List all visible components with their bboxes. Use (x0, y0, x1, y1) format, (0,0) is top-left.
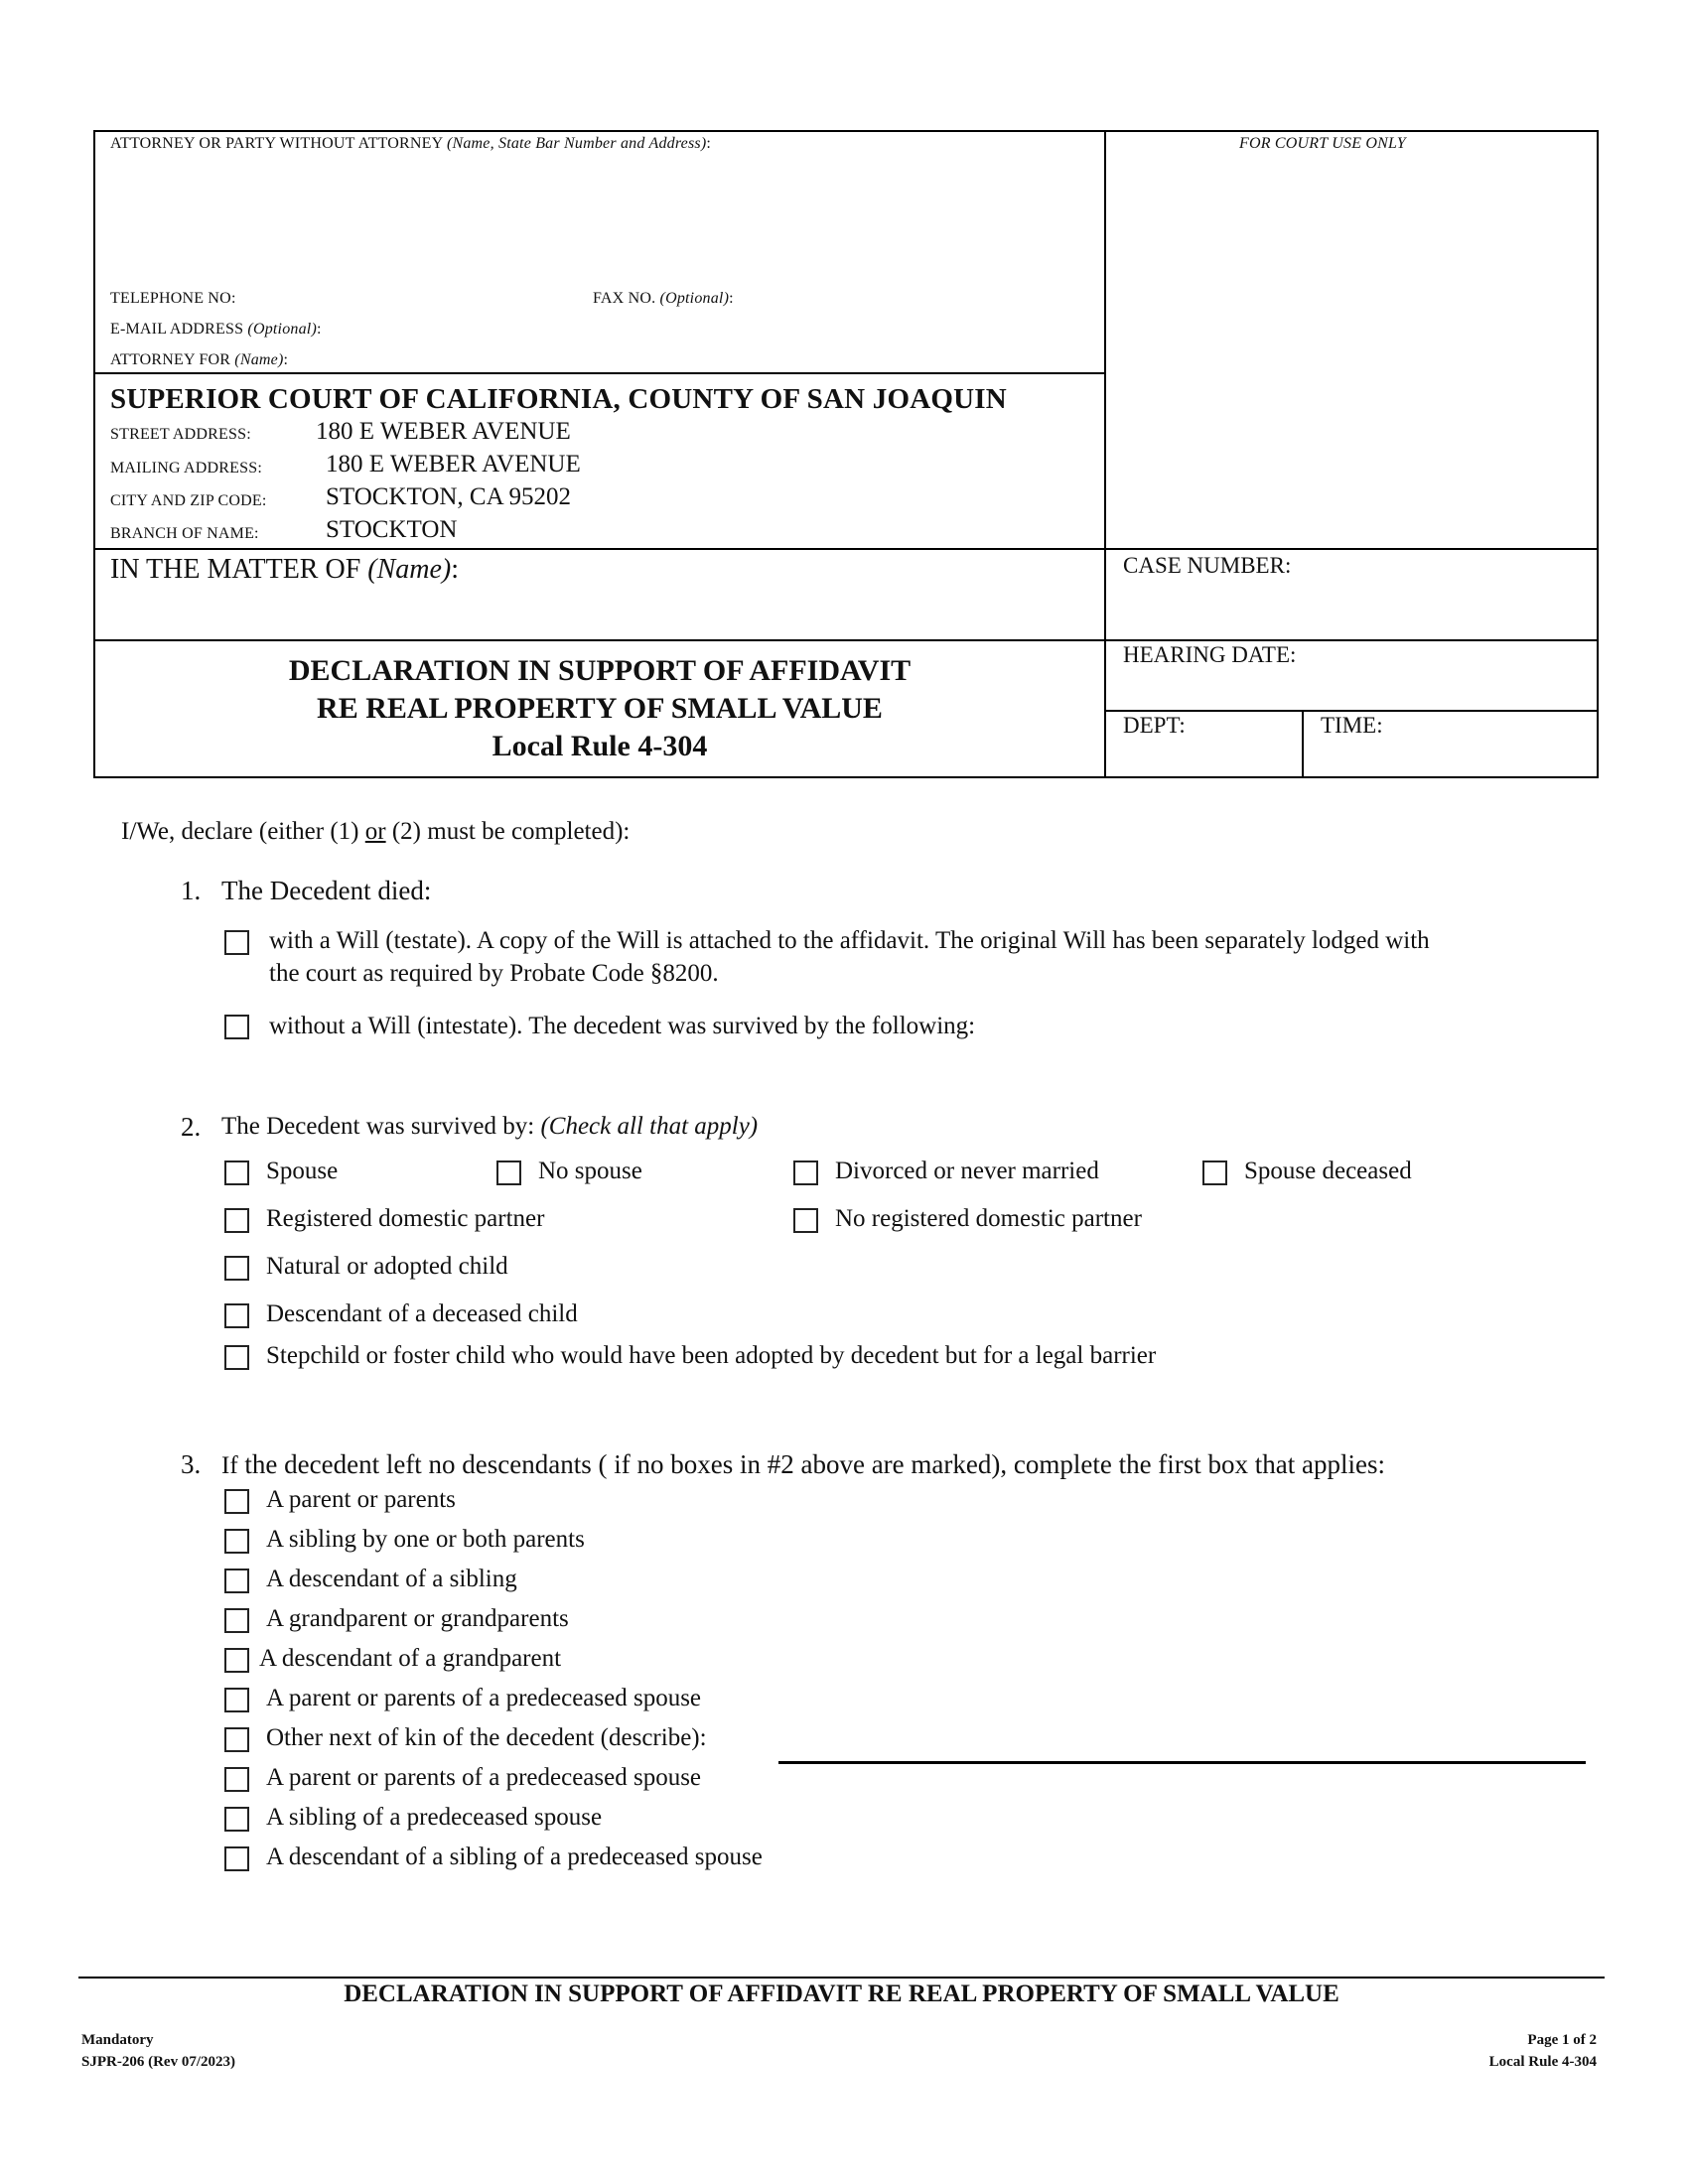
street-address-value: 180 E WEBER AVENUE (316, 418, 571, 445)
opt-descendant-child: Descendant of a deceased child (266, 1300, 578, 1327)
checkbox-divorced[interactable] (793, 1160, 818, 1185)
kin-item: A descendant of a sibling of a predeceased spouse (266, 1843, 763, 1870)
opt-natural-child: Natural or adopted child (266, 1253, 508, 1280)
telephone-label: TELEPHONE NO: (110, 290, 236, 307)
mailing-address-value: 180 E WEBER AVENUE (326, 451, 581, 478)
kin-item: A sibling by one or both parents (266, 1526, 585, 1553)
form-title-line1: DECLARATION IN SUPPORT OF AFFIDAVIT (288, 654, 912, 687)
opt-without-will: without a Will (intestate). The decedent was survived by the following: (269, 1013, 976, 1039)
checkbox-spouse-deceased[interactable] (1202, 1160, 1227, 1185)
divider-matter-title (93, 639, 1599, 641)
checkbox-kin-10[interactable] (224, 1846, 249, 1871)
opt-reg-partner: Registered domestic partner (266, 1205, 545, 1232)
footer-page: Page 1 of 2 (1527, 2032, 1597, 2048)
footer-mandatory: Mandatory (81, 2032, 154, 2048)
opt-no-reg-partner: No registered domestic partner (835, 1205, 1142, 1232)
checkbox-kin-1[interactable] (224, 1489, 249, 1514)
caption-right-box (1104, 130, 1599, 778)
opt-spouse: Spouse (266, 1158, 339, 1184)
attorney-label: ATTORNEY OR PARTY WITHOUT ATTORNEY (Name, State Bar Number and Address): (110, 135, 712, 152)
divider-court-matter (93, 548, 1599, 550)
checkbox-reg-partner[interactable] (224, 1208, 249, 1233)
city-zip-value: STOCKTON, CA 95202 (326, 483, 572, 510)
footer-rule-ref: Local Rule 4-304 (1488, 2054, 1597, 2070)
footer-title: DECLARATION IN SUPPORT OF AFFIDAVIT RE REAL PROPERTY OF SMALL VALUE (344, 1980, 1339, 2007)
form-title (93, 652, 1106, 765)
opt-no-spouse: No spouse (538, 1158, 642, 1184)
checkbox-with-will[interactable] (224, 930, 249, 955)
checkbox-kin-7[interactable] (224, 1727, 249, 1752)
fax-label: FAX NO. (Optional): (593, 290, 734, 307)
kin-item: A parent or parents of a predeceased spouse (266, 1685, 702, 1711)
matter-label: IN THE MATTER OF (Name): (110, 554, 460, 585)
section3-title: If the decedent left no descendants ( if no boxes in #2 above are marked), complete the first box that applies: (221, 1449, 1386, 1479)
divider-dept-time (1302, 710, 1304, 778)
opt-spouse-deceased: Spouse deceased (1244, 1158, 1412, 1184)
section1-title: The Decedent died: (221, 876, 432, 905)
form-title-line2: RE REAL PROPERTY OF SMALL VALUE (317, 692, 883, 725)
email-label: E-MAIL ADDRESS (Optional): (110, 321, 322, 338)
checkbox-kin-4[interactable] (224, 1608, 249, 1633)
section1-number: 1. (181, 876, 202, 905)
kin-item: A parent or parents of a predeceased spouse (266, 1764, 702, 1791)
checkbox-kin-9[interactable] (224, 1807, 249, 1832)
form-title-line3: Local Rule 4-304 (492, 730, 708, 762)
kin-item: A descendant of a grandparent (259, 1645, 562, 1672)
footer-rule (78, 1977, 1605, 1979)
checkbox-kin-3[interactable] (224, 1569, 249, 1593)
checkbox-kin-2[interactable] (224, 1529, 249, 1554)
opt-stepchild: Stepchild or foster child who would have been adopted by decedent but for a legal barrier (266, 1342, 1157, 1369)
checkbox-kin-5[interactable] (224, 1648, 249, 1673)
case-number-label: CASE NUMBER: (1123, 553, 1292, 578)
city-zip-label: CITY AND ZIP CODE: (110, 492, 267, 509)
opt-divorced: Divorced or never married (835, 1158, 1099, 1184)
checkbox-no-spouse[interactable] (496, 1160, 521, 1185)
section3-number: 3. (181, 1449, 202, 1479)
checkbox-no-reg-partner[interactable] (793, 1208, 818, 1233)
other-kin-describe-line[interactable] (778, 1761, 1586, 1764)
kin-item: A sibling of a predeceased spouse (266, 1804, 603, 1831)
divider-attorney-court (93, 372, 1106, 374)
section2-number: 2. (181, 1112, 202, 1142)
opt-with-will-line1: with a Will (testate). A copy of the Will is attached to the affidavit. The original Will has been separately lodged with (269, 927, 1430, 954)
kin-item: Other next of kin of the decedent (describe): (266, 1724, 707, 1751)
footer-form-id: SJPR-206 (Rev 07/2023) (81, 2054, 235, 2070)
hearing-date-label: HEARING DATE: (1123, 642, 1297, 667)
mailing-address-label: MAILING ADDRESS: (110, 460, 262, 477)
street-address-label: STREET ADDRESS: (110, 426, 251, 443)
divider-hearing-dept (1104, 710, 1599, 712)
dept-label: DEPT: (1123, 713, 1186, 738)
checkbox-without-will[interactable] (224, 1015, 249, 1039)
checkbox-kin-8[interactable] (224, 1767, 249, 1792)
court-name: SUPERIOR COURT OF CALIFORNIA, COUNTY OF SAN JOAQUIN (110, 383, 1007, 415)
kin-item: A descendant of a sibling (266, 1566, 517, 1592)
section2-title: The Decedent was survived by: (Check all that apply) (221, 1113, 759, 1140)
court-use-label: FOR COURT USE ONLY (1239, 135, 1406, 152)
checkbox-natural-child[interactable] (224, 1256, 249, 1281)
attorney-for-label: ATTORNEY FOR (Name): (110, 351, 289, 368)
checkbox-spouse[interactable] (224, 1160, 249, 1185)
kin-item: A grandparent or grandparents (266, 1605, 569, 1632)
opt-with-will-line2: the court as required by Probate Code §8200. (269, 960, 719, 987)
kin-item: A parent or parents (266, 1486, 456, 1513)
checkbox-descendant-child[interactable] (224, 1303, 249, 1328)
intro-text: I/We, declare (either (1) or (2) must be completed): (121, 818, 631, 845)
checkbox-kin-6[interactable] (224, 1688, 249, 1712)
branch-label: BRANCH OF NAME: (110, 525, 259, 542)
checkbox-stepchild[interactable] (224, 1345, 249, 1370)
time-label: TIME: (1321, 713, 1383, 738)
branch-value: STOCKTON (326, 516, 458, 543)
